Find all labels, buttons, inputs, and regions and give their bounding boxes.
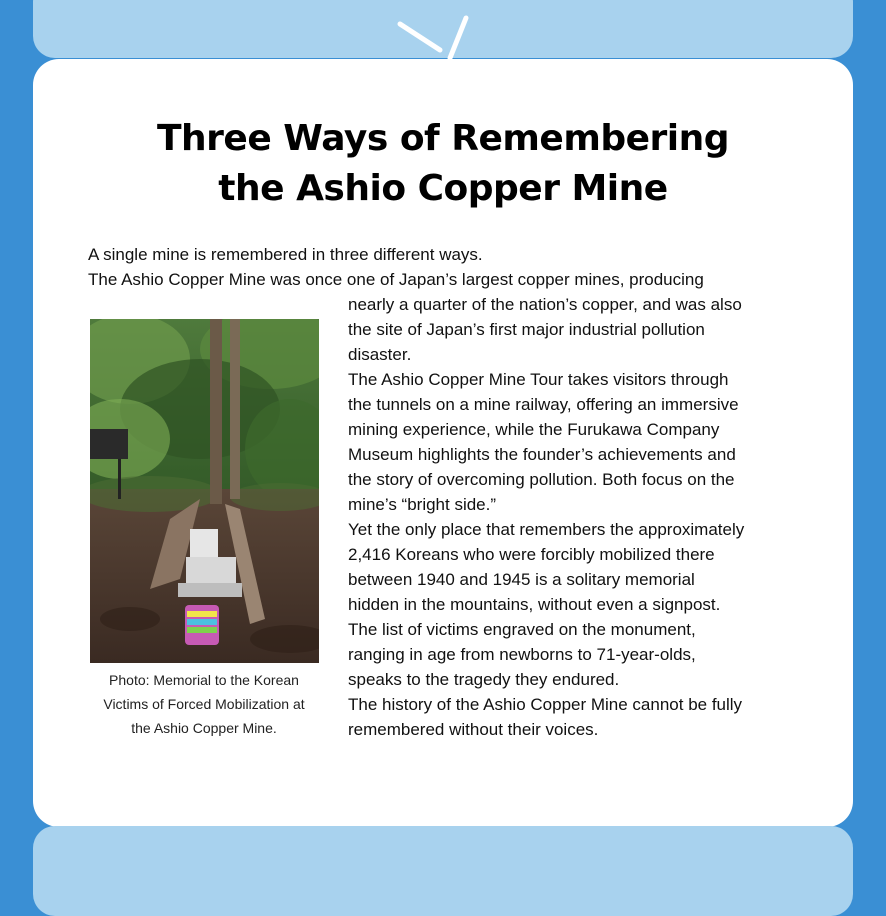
title-line-2: the Ashio Copper Mine [218,168,668,209]
body-line: Yet the only place that remembers the approximately [348,520,745,539]
page-title [33,114,853,214]
body-line: ranging in age from newborns to 71-year-olds, [348,645,696,664]
caption-line-1: Photo: Memorial to the Korean [109,672,299,688]
body-line: speaks to the tragedy they endured. [348,670,620,689]
body-line: Museum highlights the founder’s achievements and [348,445,736,464]
body-line: hidden in the mountains, without even a signpost. [348,595,721,614]
article-body [348,292,818,742]
intro-text [88,242,808,292]
body-line: 2,416 Koreans who were forcibly mobilized there [348,545,715,564]
intro-line-1: A single mine is remembered in three different ways. [88,245,483,264]
body-line: The Ashio Copper Mine Tour takes visitors through [348,370,729,389]
body-line: The history of the Ashio Copper Mine cannot be fully [348,695,743,714]
caption-line-2: Victims of Forced Mobilization at [103,696,305,712]
body-line: The list of victims engraved on the monument, [348,620,696,639]
body-line: mine’s “bright side.” [348,495,497,514]
body-line: the tunnels on a mine railway, offering an immersive [348,395,739,414]
intro-line-2: The Ashio Copper Mine was once one of Japan’s largest copper mines, producing [88,270,704,289]
content-card [33,59,853,827]
body-line: between 1940 and 1945 is a solitary memorial [348,570,695,589]
title-line-1: Three Ways of Remembering [156,118,730,159]
memorial-photo [90,319,319,663]
body-line: the site of Japan’s first major industrial pollution [348,320,705,339]
body-line: nearly a quarter of the nation’s copper, and was also [348,295,742,314]
body-line: mining experience, while the Furukawa Company [348,420,720,439]
checkmark-icon [396,14,474,62]
caption-line-3: the Ashio Copper Mine. [131,720,277,736]
body-line: remembered without their voices. [348,720,599,739]
bottom-tab [33,826,853,916]
body-line: disaster. [348,345,412,364]
body-line: the story of overcoming pollution. Both focus on the [348,470,735,489]
photo-caption [82,668,326,740]
